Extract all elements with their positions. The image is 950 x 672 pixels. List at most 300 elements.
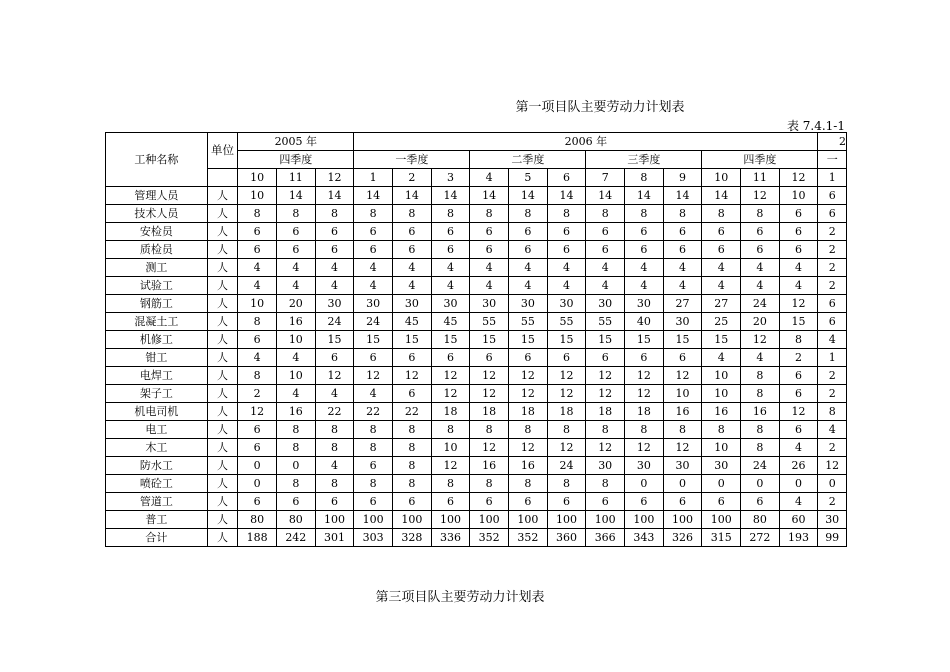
value-cell: 4 [354,277,393,295]
value-cell: 8 [586,475,625,493]
value-cell: 8 [741,367,780,385]
value-cell: 6 [470,223,509,241]
value-cell: 6 [818,313,847,331]
value-cell: 4 [779,259,818,277]
value-cell: 6 [431,223,470,241]
value-cell: 100 [663,511,702,529]
value-cell: 4 [702,349,741,367]
worker-type-cell: 测工 [106,259,208,277]
value-cell: 6 [393,493,432,511]
value-cell: 10 [431,439,470,457]
header-month: 2 [393,169,432,187]
value-cell: 8 [509,475,548,493]
value-cell: 12 [663,367,702,385]
value-cell: 6 [779,385,818,403]
worker-type-cell: 安检员 [106,223,208,241]
value-cell: 6 [586,493,625,511]
value-cell: 6 [702,241,741,259]
value-cell: 336 [431,529,470,547]
value-cell: 30 [547,295,586,313]
value-cell: 352 [509,529,548,547]
table-row [106,511,847,529]
value-cell: 6 [354,223,393,241]
second-table-title: 第三项目队主要劳动力计划表 [375,590,545,605]
value-cell: 22 [354,403,393,421]
value-cell: 8 [586,205,625,223]
value-cell: 27 [663,295,702,313]
value-cell: 20 [276,295,315,313]
value-cell: 30 [702,457,741,475]
worker-type-cell: 管理人员 [106,187,208,205]
value-cell: 6 [238,493,277,511]
worker-type-cell: 喷砼工 [106,475,208,493]
value-cell: 8 [741,385,780,403]
table-row [106,385,847,403]
value-cell: 4 [393,259,432,277]
value-cell: 16 [663,403,702,421]
value-cell: 4 [509,259,548,277]
worker-type-cell: 管道工 [106,493,208,511]
value-cell: 8 [393,457,432,475]
value-cell: 301 [315,529,354,547]
value-cell: 16 [276,313,315,331]
table-row [106,349,847,367]
value-cell: 10 [779,187,818,205]
value-cell: 4 [315,457,354,475]
value-cell: 4 [663,259,702,277]
worker-type-cell: 质检员 [106,241,208,259]
value-cell: 18 [470,403,509,421]
value-cell: 10 [702,439,741,457]
value-cell: 12 [625,439,664,457]
header-month: 10 [238,169,277,187]
table-row [106,529,847,547]
worker-type-cell: 机电司机 [106,403,208,421]
value-cell: 326 [663,529,702,547]
unit-cell: 人 [207,421,238,439]
value-cell: 8 [431,475,470,493]
value-cell: 12 [393,367,432,385]
value-cell: 12 [315,367,354,385]
header-unit: 单位 [207,133,238,169]
value-cell: 6 [238,331,277,349]
value-cell: 12 [586,439,625,457]
value-cell: 12 [586,367,625,385]
value-cell: 360 [547,529,586,547]
table-number: 表 7.4.1-1 [786,119,845,133]
value-cell: 12 [509,385,548,403]
value-cell: 15 [509,331,548,349]
unit-cell: 人 [207,331,238,349]
value-cell: 8 [238,367,277,385]
value-cell: 100 [354,511,393,529]
value-cell: 8 [702,205,741,223]
header-row-months [106,169,847,187]
value-cell: 6 [470,241,509,259]
value-cell: 6 [741,241,780,259]
value-cell: 4 [663,277,702,295]
value-cell: 8 [470,475,509,493]
value-cell: 8 [586,421,625,439]
value-cell: 193 [779,529,818,547]
unit-cell: 人 [207,295,238,313]
value-cell: 6 [354,457,393,475]
value-cell: 12 [431,457,470,475]
header-month: 1 [818,169,847,187]
labor-plan-table [105,132,847,547]
value-cell: 6 [663,223,702,241]
value-cell: 15 [586,331,625,349]
value-cell: 4 [354,259,393,277]
value-cell: 4 [818,331,847,349]
value-cell: 6 [276,493,315,511]
value-cell: 6 [779,241,818,259]
value-cell: 55 [470,313,509,331]
value-cell: 6 [431,241,470,259]
value-cell: 366 [586,529,625,547]
value-cell: 4 [547,259,586,277]
value-cell: 4 [547,277,586,295]
value-cell: 27 [702,295,741,313]
value-cell: 12 [354,367,393,385]
value-cell: 6 [315,493,354,511]
value-cell: 16 [276,403,315,421]
value-cell: 2 [779,349,818,367]
value-cell: 4 [779,493,818,511]
value-cell: 12 [470,385,509,403]
table-row [106,259,847,277]
value-cell: 80 [238,511,277,529]
value-cell: 0 [818,475,847,493]
value-cell: 22 [315,403,354,421]
value-cell: 12 [431,367,470,385]
unit-cell: 人 [207,259,238,277]
value-cell: 55 [547,313,586,331]
value-cell: 2 [818,367,847,385]
table-row [106,367,847,385]
value-cell: 12 [547,439,586,457]
value-cell: 8 [238,313,277,331]
value-cell: 6 [818,295,847,313]
value-cell: 12 [625,385,664,403]
value-cell: 6 [741,493,780,511]
header-year-2005: 2005 年 [238,133,354,151]
value-cell: 10 [238,295,277,313]
value-cell: 60 [779,511,818,529]
header-month: 12 [779,169,818,187]
value-cell: 14 [586,187,625,205]
value-cell: 100 [625,511,664,529]
worker-type-cell: 合计 [106,529,208,547]
value-cell: 6 [354,493,393,511]
value-cell: 8 [431,205,470,223]
value-cell: 8 [818,403,847,421]
value-cell: 18 [547,403,586,421]
value-cell: 30 [393,295,432,313]
value-cell: 12 [547,385,586,403]
header-month: 10 [702,169,741,187]
value-cell: 8 [393,475,432,493]
worker-type-cell: 机修工 [106,331,208,349]
value-cell: 2 [818,241,847,259]
header-quarter: 三季度 [586,151,702,169]
value-cell: 24 [354,313,393,331]
value-cell: 30 [470,295,509,313]
worker-type-cell: 木工 [106,439,208,457]
value-cell: 55 [509,313,548,331]
value-cell: 8 [393,439,432,457]
value-cell: 10 [702,367,741,385]
value-cell: 0 [702,475,741,493]
table-row [106,457,847,475]
value-cell: 14 [547,187,586,205]
unit-cell: 人 [207,241,238,259]
value-cell: 10 [276,367,315,385]
value-cell: 6 [393,349,432,367]
value-cell: 8 [431,421,470,439]
value-cell: 10 [663,385,702,403]
value-cell: 80 [276,511,315,529]
value-cell: 0 [741,475,780,493]
value-cell: 12 [741,331,780,349]
value-cell: 16 [470,457,509,475]
value-cell: 14 [354,187,393,205]
unit-cell: 人 [207,403,238,421]
value-cell: 4 [238,259,277,277]
value-cell: 6 [238,223,277,241]
table-row [106,223,847,241]
value-cell: 8 [315,439,354,457]
unit-cell: 人 [207,529,238,547]
value-cell: 12 [818,457,847,475]
value-cell: 8 [315,421,354,439]
header-year-next: 2 [818,133,847,151]
value-cell: 352 [470,529,509,547]
header-month: 5 [509,169,548,187]
table-row [106,313,847,331]
value-cell: 4 [741,259,780,277]
unit-cell: 人 [207,511,238,529]
value-cell: 2 [818,223,847,241]
value-cell: 6 [547,241,586,259]
value-cell: 24 [741,295,780,313]
value-cell: 100 [315,511,354,529]
value-cell: 6 [431,493,470,511]
header-quarter: 一 [818,151,847,169]
value-cell: 8 [547,205,586,223]
worker-type-cell: 技术人员 [106,205,208,223]
worker-type-cell: 电工 [106,421,208,439]
value-cell: 4 [779,439,818,457]
table-row [106,403,847,421]
table-row [106,241,847,259]
value-cell: 12 [779,295,818,313]
value-cell: 8 [393,205,432,223]
value-cell: 6 [509,349,548,367]
value-cell: 2 [818,493,847,511]
value-cell: 16 [509,457,548,475]
header-month: 4 [470,169,509,187]
value-cell: 8 [393,421,432,439]
value-cell: 6 [702,493,741,511]
unit-cell: 人 [207,367,238,385]
value-cell: 2 [818,385,847,403]
value-cell: 12 [625,367,664,385]
value-cell: 12 [470,367,509,385]
value-cell: 0 [663,475,702,493]
value-cell: 8 [509,205,548,223]
value-cell: 14 [625,187,664,205]
value-cell: 8 [354,475,393,493]
value-cell: 22 [393,403,432,421]
value-cell: 0 [238,457,277,475]
value-cell: 12 [741,187,780,205]
value-cell: 8 [625,205,664,223]
worker-type-cell: 钳工 [106,349,208,367]
value-cell: 4 [818,421,847,439]
header-month: 3 [431,169,470,187]
unit-cell: 人 [207,205,238,223]
value-cell: 4 [625,277,664,295]
value-cell: 6 [547,493,586,511]
value-cell: 20 [741,313,780,331]
value-cell: 188 [238,529,277,547]
value-cell: 30 [509,295,548,313]
value-cell: 100 [586,511,625,529]
value-cell: 1 [818,349,847,367]
value-cell: 4 [238,277,277,295]
labor-plan-table-wrap [105,132,846,550]
value-cell: 242 [276,529,315,547]
value-cell: 100 [547,511,586,529]
value-cell: 8 [509,421,548,439]
value-cell: 4 [470,277,509,295]
value-cell: 14 [663,187,702,205]
header-month: 11 [276,169,315,187]
table-row [106,205,847,223]
value-cell: 12 [509,367,548,385]
value-cell: 8 [702,421,741,439]
value-cell: 24 [547,457,586,475]
header-month: 1 [354,169,393,187]
unit-cell: 人 [207,277,238,295]
value-cell: 6 [625,349,664,367]
value-cell: 12 [779,403,818,421]
value-cell: 4 [779,277,818,295]
value-cell: 16 [702,403,741,421]
value-cell: 10 [702,385,741,403]
value-cell: 315 [702,529,741,547]
value-cell: 6 [393,385,432,403]
value-cell: 4 [741,277,780,295]
value-cell: 45 [431,313,470,331]
value-cell: 26 [779,457,818,475]
header-quarter: 一季度 [354,151,470,169]
unit-cell: 人 [207,493,238,511]
worker-type-cell: 试验工 [106,277,208,295]
value-cell: 4 [315,277,354,295]
value-cell: 6 [625,223,664,241]
value-cell: 12 [238,403,277,421]
header-quarter: 二季度 [470,151,586,169]
value-cell: 0 [625,475,664,493]
value-cell: 14 [702,187,741,205]
header-row-years [106,133,847,151]
value-cell: 45 [393,313,432,331]
value-cell: 100 [431,511,470,529]
value-cell: 6 [779,205,818,223]
value-cell: 6 [818,187,847,205]
value-cell: 100 [702,511,741,529]
value-cell: 8 [470,205,509,223]
value-cell: 6 [663,241,702,259]
value-cell: 15 [547,331,586,349]
value-cell: 6 [625,493,664,511]
value-cell: 8 [741,205,780,223]
value-cell: 6 [509,493,548,511]
worker-type-cell: 架子工 [106,385,208,403]
value-cell: 6 [663,493,702,511]
value-cell: 6 [779,421,818,439]
value-cell: 25 [702,313,741,331]
value-cell: 40 [625,313,664,331]
value-cell: 30 [354,295,393,313]
value-cell: 6 [393,223,432,241]
value-cell: 6 [315,223,354,241]
value-cell: 30 [431,295,470,313]
value-cell: 8 [779,331,818,349]
value-cell: 100 [470,511,509,529]
value-cell: 8 [315,205,354,223]
value-cell: 18 [431,403,470,421]
worker-type-cell: 普工 [106,511,208,529]
value-cell: 30 [625,457,664,475]
value-cell: 8 [238,205,277,223]
unit-cell: 人 [207,385,238,403]
value-cell: 12 [509,439,548,457]
value-cell: 8 [547,421,586,439]
value-cell: 6 [354,241,393,259]
value-cell: 12 [663,439,702,457]
value-cell: 24 [741,457,780,475]
value-cell: 6 [586,241,625,259]
value-cell: 15 [431,331,470,349]
value-cell: 2 [818,277,847,295]
value-cell: 4 [393,277,432,295]
value-cell: 6 [276,223,315,241]
value-cell: 8 [547,475,586,493]
value-cell: 18 [509,403,548,421]
header-quarter: 四季度 [238,151,354,169]
value-cell: 6 [238,439,277,457]
value-cell: 4 [431,259,470,277]
value-cell: 15 [779,313,818,331]
value-cell: 6 [702,223,741,241]
header-month: 11 [741,169,780,187]
value-cell: 6 [779,223,818,241]
table-row [106,421,847,439]
value-cell: 55 [586,313,625,331]
value-cell: 4 [238,349,277,367]
value-cell: 4 [276,277,315,295]
value-cell: 100 [393,511,432,529]
header-unit-blank [207,169,238,187]
value-cell: 6 [779,367,818,385]
value-cell: 8 [741,439,780,457]
unit-cell: 人 [207,457,238,475]
value-cell: 4 [470,259,509,277]
value-cell: 8 [276,475,315,493]
